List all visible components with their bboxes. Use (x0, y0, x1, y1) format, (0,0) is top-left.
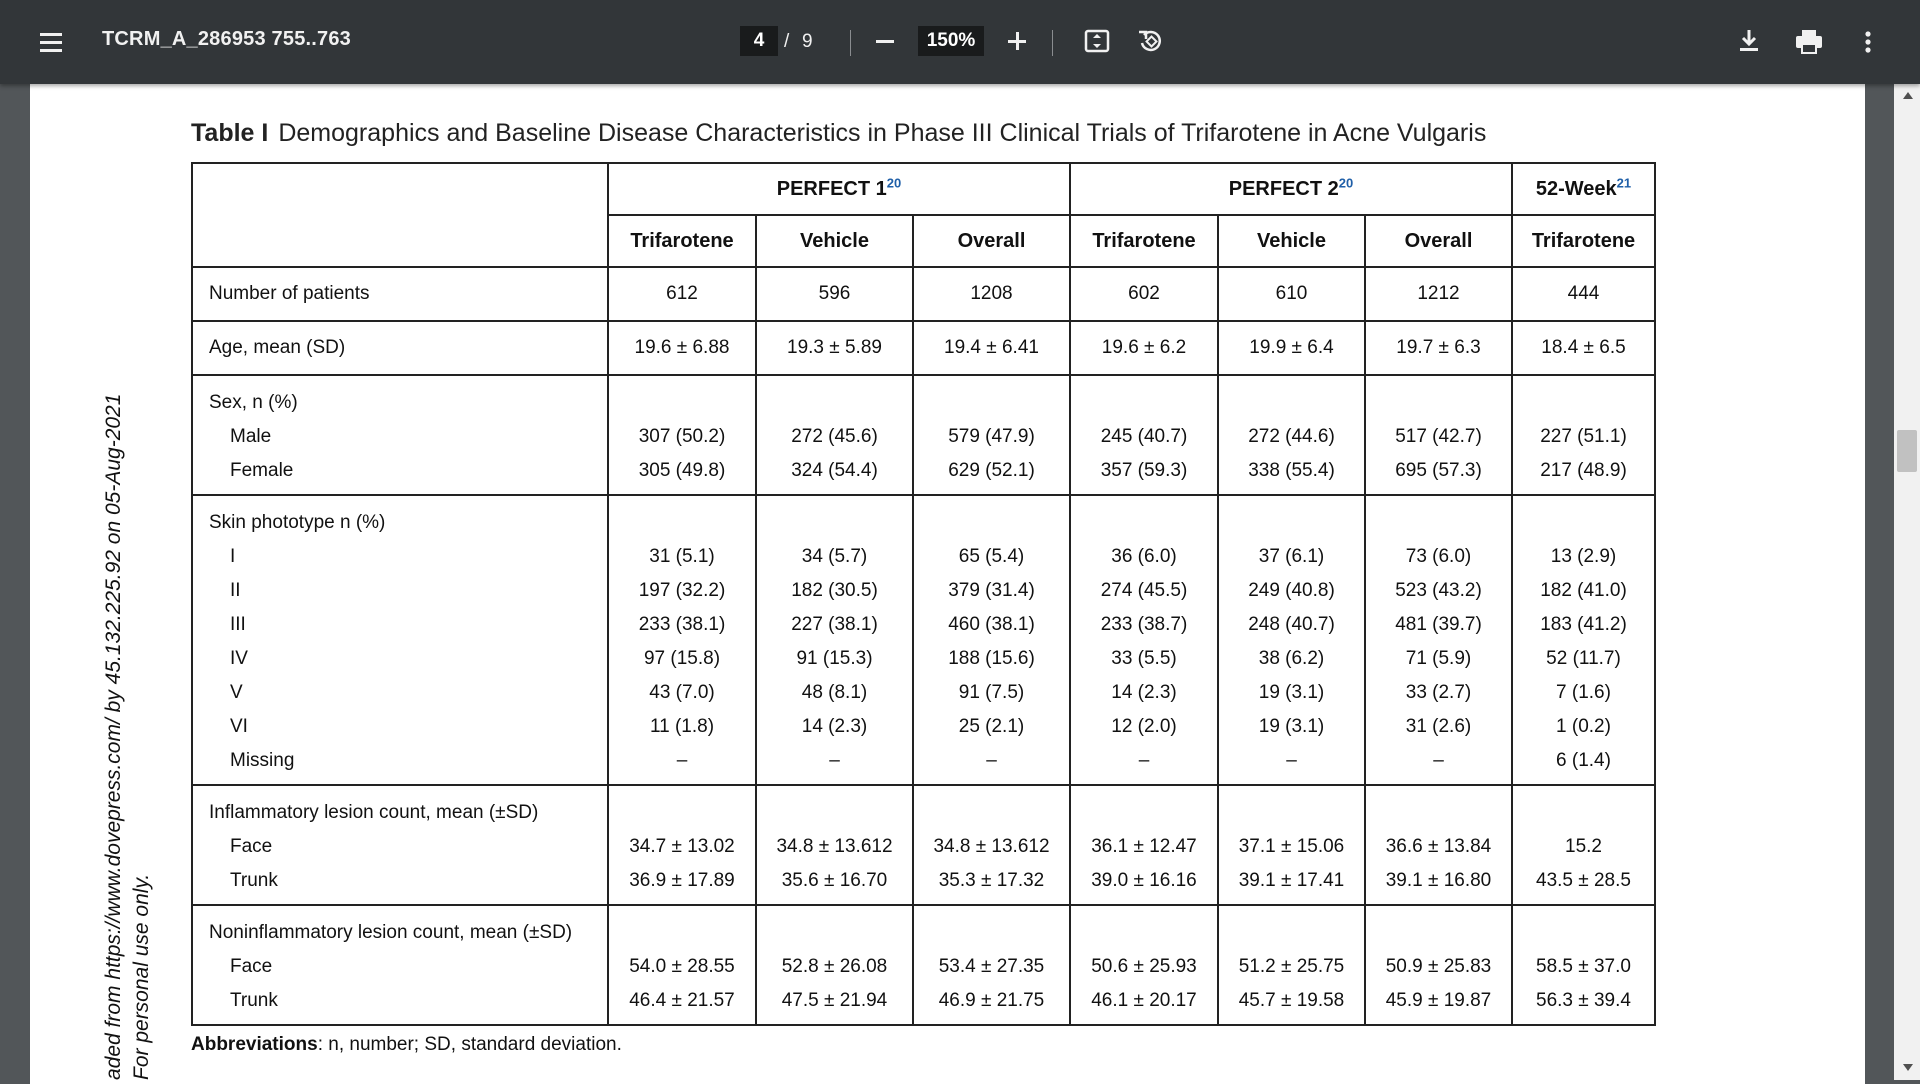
cell-value: 36.6 ± 13.84 (1385, 836, 1492, 857)
row-label-cell (192, 267, 608, 321)
table-caption-label: Table I (191, 119, 269, 147)
cell-value (1513, 386, 1654, 420)
row-sublabel: Trunk (230, 870, 278, 891)
cell-value: 182 (30.5) (791, 580, 878, 601)
cell-value: 272 (44.6) (1248, 426, 1335, 447)
cell-value: – (676, 750, 688, 771)
cell-value: 35.3 ± 17.32 (938, 870, 1045, 891)
row-sublabel: III (230, 614, 246, 635)
download-icon[interactable] (1734, 26, 1764, 56)
table-cell (608, 321, 756, 375)
table-cell (1512, 905, 1655, 1025)
cell-value: 217 (48.9) (1540, 460, 1627, 481)
cell-value (609, 916, 755, 950)
cell-value: 45.7 ± 19.58 (1238, 990, 1345, 1011)
table-cell (1512, 785, 1655, 905)
cell-value: 46.4 ± 21.57 (629, 990, 735, 1011)
cell-value: 39.1 ± 16.80 (1385, 870, 1492, 891)
row-sublabel: Face (230, 836, 273, 857)
cell-value (1071, 386, 1217, 420)
row-label-cell (192, 905, 608, 1025)
cell-value: 14 (2.3) (1111, 682, 1177, 703)
table-cell (1070, 495, 1218, 785)
cell-value (1219, 506, 1364, 540)
column-header: Overall (913, 215, 1070, 267)
cell-value: 33 (5.5) (1111, 648, 1177, 669)
table-cell (1512, 375, 1655, 495)
pdf-toolbar (0, 0, 1920, 84)
fit-to-page-icon[interactable] (1082, 26, 1112, 56)
page-separator: / (784, 31, 790, 52)
row-label-cell (192, 785, 608, 905)
cell-value: 523 (43.2) (1395, 580, 1482, 601)
table-cell (608, 375, 756, 495)
cell-value (914, 796, 1069, 830)
cell-value: 31 (2.6) (1405, 716, 1472, 737)
row-sublabel: I (230, 546, 236, 567)
column-header: Vehicle (756, 215, 913, 267)
cell-value: 245 (40.7) (1100, 426, 1188, 447)
cell-value: 25 (2.1) (958, 716, 1025, 737)
cell-value: 71 (5.9) (1405, 648, 1472, 669)
cell-value: 19 (3.1) (1258, 682, 1325, 703)
table-cell (1218, 785, 1365, 905)
cell-value: 34.8 ± 13.612 (933, 836, 1050, 857)
toolbar-divider (1052, 30, 1053, 56)
cell-value: 37 (6.1) (1258, 546, 1325, 567)
cell-value (1071, 916, 1217, 950)
vertical-scrollbar[interactable] (1894, 84, 1920, 1080)
row-sublabel: Trunk (230, 990, 278, 1011)
table-cell (1070, 321, 1218, 375)
cell-value: 34.8 ± 13.612 (776, 836, 893, 857)
row-sublabel: Female (230, 460, 294, 481)
cell-value: 19.6 ± 6.2 (1101, 337, 1187, 358)
watermark-line-2: For personal use only. (130, 873, 153, 1080)
cell-value: 36.9 ± 17.89 (629, 870, 735, 891)
empty-header-cell (192, 163, 608, 267)
row-label: Inflammatory lesion count, mean (±SD) (209, 802, 539, 823)
abbreviations-label: Abbreviations (191, 1034, 318, 1055)
row-sublabel: IV (230, 648, 248, 669)
cell-value (1513, 916, 1654, 950)
table-cell (608, 785, 756, 905)
document-title: TCRM_A_286953 755..763 (102, 28, 351, 50)
scroll-up-arrow-icon[interactable] (1903, 92, 1913, 99)
scroll-down-arrow-icon[interactable] (1903, 1064, 1913, 1071)
cell-value: 233 (38.7) (1100, 614, 1188, 635)
cell-value: 56.3 ± 39.4 (1536, 990, 1631, 1011)
cell-value: 18.4 ± 6.5 (1541, 337, 1626, 358)
cell-value (1513, 506, 1654, 540)
cell-value: 37.1 ± 15.06 (1238, 836, 1345, 857)
column-header: Overall (1365, 215, 1512, 267)
cell-value: 51.2 ± 25.75 (1238, 956, 1345, 977)
table-caption (191, 119, 1486, 148)
table-cell (1365, 495, 1512, 785)
cell-value: 34.7 ± 13.02 (629, 836, 735, 857)
table-cell (1218, 495, 1365, 785)
table-cell (913, 905, 1070, 1025)
row-label-cell (192, 495, 608, 785)
cell-value (1513, 796, 1654, 830)
cell-value: – (829, 750, 840, 771)
rotate-icon[interactable] (1136, 26, 1166, 56)
cell-value (914, 386, 1069, 420)
cell-value: 1208 (970, 283, 1013, 304)
table-cell (608, 495, 756, 785)
cell-value: – (1433, 750, 1444, 771)
cell-value: 50.9 ± 25.83 (1385, 956, 1492, 977)
cell-value: 602 (1128, 283, 1160, 304)
cell-value (609, 386, 755, 420)
table-cell (1365, 267, 1512, 321)
cell-value (609, 506, 755, 540)
column-header: Trifarotene (1512, 215, 1655, 267)
cell-value: 47.5 ± 21.94 (781, 990, 888, 1011)
table-caption-text: Demographics and Baseline Disease Characteristics in Phase III Clinical Trials of Trifarotene in Acne Vulgaris (278, 119, 1487, 147)
column-header: Vehicle (1218, 215, 1365, 267)
cell-value (1219, 916, 1364, 950)
cell-value: 1212 (1417, 283, 1460, 304)
cell-value: 274 (45.5) (1100, 580, 1188, 601)
table-cell (608, 905, 756, 1025)
table-cell (1512, 321, 1655, 375)
table-cell (1070, 905, 1218, 1025)
table-cell (1218, 267, 1365, 321)
cell-value: 48 (8.1) (801, 682, 868, 703)
table-cell (1365, 905, 1512, 1025)
menu-icon[interactable] (34, 26, 68, 60)
table-cell (756, 785, 913, 905)
group-header-row (192, 163, 1655, 215)
row-label: Skin phototype n (%) (209, 512, 386, 533)
cell-value: 197 (32.2) (638, 580, 726, 601)
cell-value: 629 (52.1) (948, 460, 1035, 481)
cell-value: 307 (50.2) (638, 426, 726, 447)
cell-value (1071, 506, 1217, 540)
cell-value: 227 (38.1) (791, 614, 878, 635)
table-cell (1365, 321, 1512, 375)
row-label: Sex, n (%) (209, 392, 298, 413)
row-sublabel: VI (230, 716, 248, 737)
table-cell (1218, 905, 1365, 1025)
cell-value: 15.2 (1565, 836, 1602, 857)
table-cell (913, 321, 1070, 375)
column-header: Trifarotene (608, 215, 756, 267)
cell-value: 7 (1.6) (1556, 682, 1611, 703)
table-row (192, 267, 1655, 321)
cell-value: – (1286, 750, 1297, 771)
cell-value: 227 (51.1) (1540, 426, 1627, 447)
page-number-input[interactable]: 4 (740, 26, 778, 56)
table-row (192, 321, 1655, 375)
table-cell (756, 321, 913, 375)
table-row (192, 905, 1655, 1025)
table-cell (608, 267, 756, 321)
cell-value: 53.4 ± 27.35 (938, 956, 1045, 977)
cell-value: 36.1 ± 12.47 (1091, 836, 1197, 857)
cell-value: 19.7 ± 6.3 (1396, 337, 1481, 358)
cell-value: 38 (6.2) (1258, 648, 1325, 669)
row-label: Age, mean (SD) (209, 337, 346, 358)
cell-value (914, 916, 1069, 950)
table-cell (1070, 375, 1218, 495)
table-cell (1365, 785, 1512, 905)
cell-value: 43 (7.0) (649, 682, 715, 703)
cell-value: 19.6 ± 6.88 (634, 337, 730, 358)
table-cell (1512, 495, 1655, 785)
cell-value: 58.5 ± 37.0 (1536, 956, 1631, 977)
cell-value: – (1138, 750, 1150, 771)
column-header: Trifarotene (1070, 215, 1218, 267)
row-sublabel: Face (230, 956, 273, 977)
cell-value: 517 (42.7) (1395, 426, 1482, 447)
group-header-perfect-2: PERFECT $2^{20}$ (1070, 163, 1512, 215)
cell-value: 54.0 ± 28.55 (629, 956, 735, 977)
table-cell (913, 495, 1070, 785)
cell-value: 188 (15.6) (948, 648, 1035, 669)
cell-value: 272 (45.6) (791, 426, 878, 447)
cell-value: 97 (15.8) (643, 648, 721, 669)
cell-value (757, 796, 912, 830)
group-header-52-week: 52-Week$^{21}$ (1512, 163, 1655, 215)
cell-value (757, 506, 912, 540)
zoom-level-input[interactable]: 150% (918, 26, 984, 56)
cell-value: 357 (59.3) (1100, 460, 1188, 481)
table-row (192, 495, 1655, 785)
cell-value: 52.8 ± 26.08 (781, 956, 888, 977)
cell-value (914, 506, 1069, 540)
cell-value: 6 (1.4) (1556, 750, 1611, 771)
cell-value: 379 (31.4) (948, 580, 1035, 601)
cell-value: 43.5 ± 28.5 (1536, 870, 1631, 891)
cell-value (1219, 796, 1364, 830)
cell-value: 612 (666, 283, 698, 304)
cell-value: 65 (5.4) (958, 546, 1025, 567)
table-cell (756, 375, 913, 495)
cell-value (1071, 796, 1217, 830)
row-label: Number of patients (209, 283, 370, 304)
table-row (192, 785, 1655, 905)
cell-value (757, 916, 912, 950)
cell-value (609, 796, 755, 830)
toolbar-divider (850, 30, 851, 56)
cell-value: 233 (38.1) (638, 614, 726, 635)
cell-value: 31 (5.1) (649, 546, 715, 567)
cell-value: 19.3 ± 5.89 (787, 337, 882, 358)
table-cell (1512, 267, 1655, 321)
table-cell (1218, 321, 1365, 375)
cell-value: 444 (1567, 283, 1600, 304)
more-options-icon[interactable] (1855, 26, 1881, 58)
cell-value: 324 (54.4) (791, 460, 878, 481)
total-pages: 9 (802, 31, 813, 52)
cell-value: 50.6 ± 25.93 (1091, 956, 1197, 977)
cell-value (1366, 916, 1511, 950)
row-sublabel: V (230, 682, 243, 703)
cell-value: 91 (15.3) (796, 648, 873, 669)
table-cell (1218, 375, 1365, 495)
print-icon[interactable] (1793, 26, 1825, 56)
row-sublabel: Missing (230, 750, 295, 771)
cell-value: 33 (2.7) (1405, 682, 1472, 703)
cell-value: 13 (2.9) (1550, 546, 1617, 567)
cell-value (1219, 386, 1364, 420)
cell-value: 19.9 ± 6.4 (1249, 337, 1334, 358)
cell-value: 34 (5.7) (801, 546, 868, 567)
zoom-in-button[interactable] (1002, 26, 1032, 56)
table-row (192, 375, 1655, 495)
cell-value: 19 (3.1) (1258, 716, 1325, 737)
table-cell (913, 785, 1070, 905)
cell-value (757, 386, 912, 420)
cell-value: 46.1 ± 20.17 (1091, 990, 1197, 1011)
table-cell (913, 267, 1070, 321)
cell-value: 481 (39.7) (1395, 614, 1482, 635)
cell-value: 73 (6.0) (1405, 546, 1472, 567)
abbreviations-text: : n, number; SD, standard deviation. (317, 1034, 622, 1055)
cell-value: 91 (7.5) (958, 682, 1025, 703)
download-watermark (100, 180, 156, 1080)
scroll-thumb[interactable] (1897, 430, 1917, 472)
table-cell (1070, 785, 1218, 905)
cell-value: 1 (0.2) (1556, 716, 1611, 737)
table-cell (1365, 375, 1512, 495)
table-cell (756, 495, 913, 785)
cell-value: 183 (41.2) (1540, 614, 1627, 635)
cell-value: 14 (2.3) (801, 716, 868, 737)
row-label: Noninflammatory lesion count, mean (±SD) (209, 922, 573, 943)
cell-value (1366, 506, 1511, 540)
cell-value: 35.6 ± 16.70 (781, 870, 888, 891)
cell-value: 182 (41.0) (1540, 580, 1627, 601)
abbreviations-note (191, 1034, 622, 1056)
watermark-line-1: aded from https://www.dovepress.com/ by 45.132.225.92 on 05-Aug-2021 (102, 393, 125, 1080)
data-table (191, 162, 1656, 1026)
table-cell (756, 267, 913, 321)
cell-value: 248 (40.7) (1248, 614, 1335, 635)
cell-value: 610 (1275, 283, 1308, 304)
cell-value: 39.0 ± 16.16 (1091, 870, 1197, 891)
cell-value: 12 (2.0) (1111, 716, 1177, 737)
cell-value: 19.4 ± 6.41 (944, 337, 1039, 358)
row-label-cell (192, 375, 608, 495)
cell-value: 338 (55.4) (1248, 460, 1335, 481)
row-sublabel: II (230, 580, 241, 601)
table-cell (913, 375, 1070, 495)
table-cell (1070, 267, 1218, 321)
cell-value: 45.9 ± 19.87 (1385, 990, 1492, 1011)
cell-value: 596 (818, 283, 851, 304)
group-header-perfect-1: PERFECT $1^{20}$ (608, 163, 1070, 215)
cell-value: 11 (1.8) (649, 716, 715, 737)
cell-value: 52 (11.7) (1546, 648, 1621, 669)
cell-value: 36 (6.0) (1111, 546, 1177, 567)
cell-value: 460 (38.1) (948, 614, 1035, 635)
cell-value: 579 (47.9) (948, 426, 1035, 447)
cell-value: 249 (40.8) (1248, 580, 1335, 601)
cell-value (1366, 386, 1511, 420)
zoom-out-button[interactable] (870, 26, 900, 56)
cell-value (1366, 796, 1511, 830)
cell-value: 695 (57.3) (1395, 460, 1482, 481)
cell-value: – (986, 750, 997, 771)
row-label-cell (192, 321, 608, 375)
cell-value: 305 (49.8) (638, 460, 726, 481)
row-sublabel: Male (230, 426, 272, 447)
cell-value: 39.1 ± 17.41 (1238, 870, 1345, 891)
cell-value: 46.9 ± 21.75 (938, 990, 1045, 1011)
table-cell (756, 905, 913, 1025)
